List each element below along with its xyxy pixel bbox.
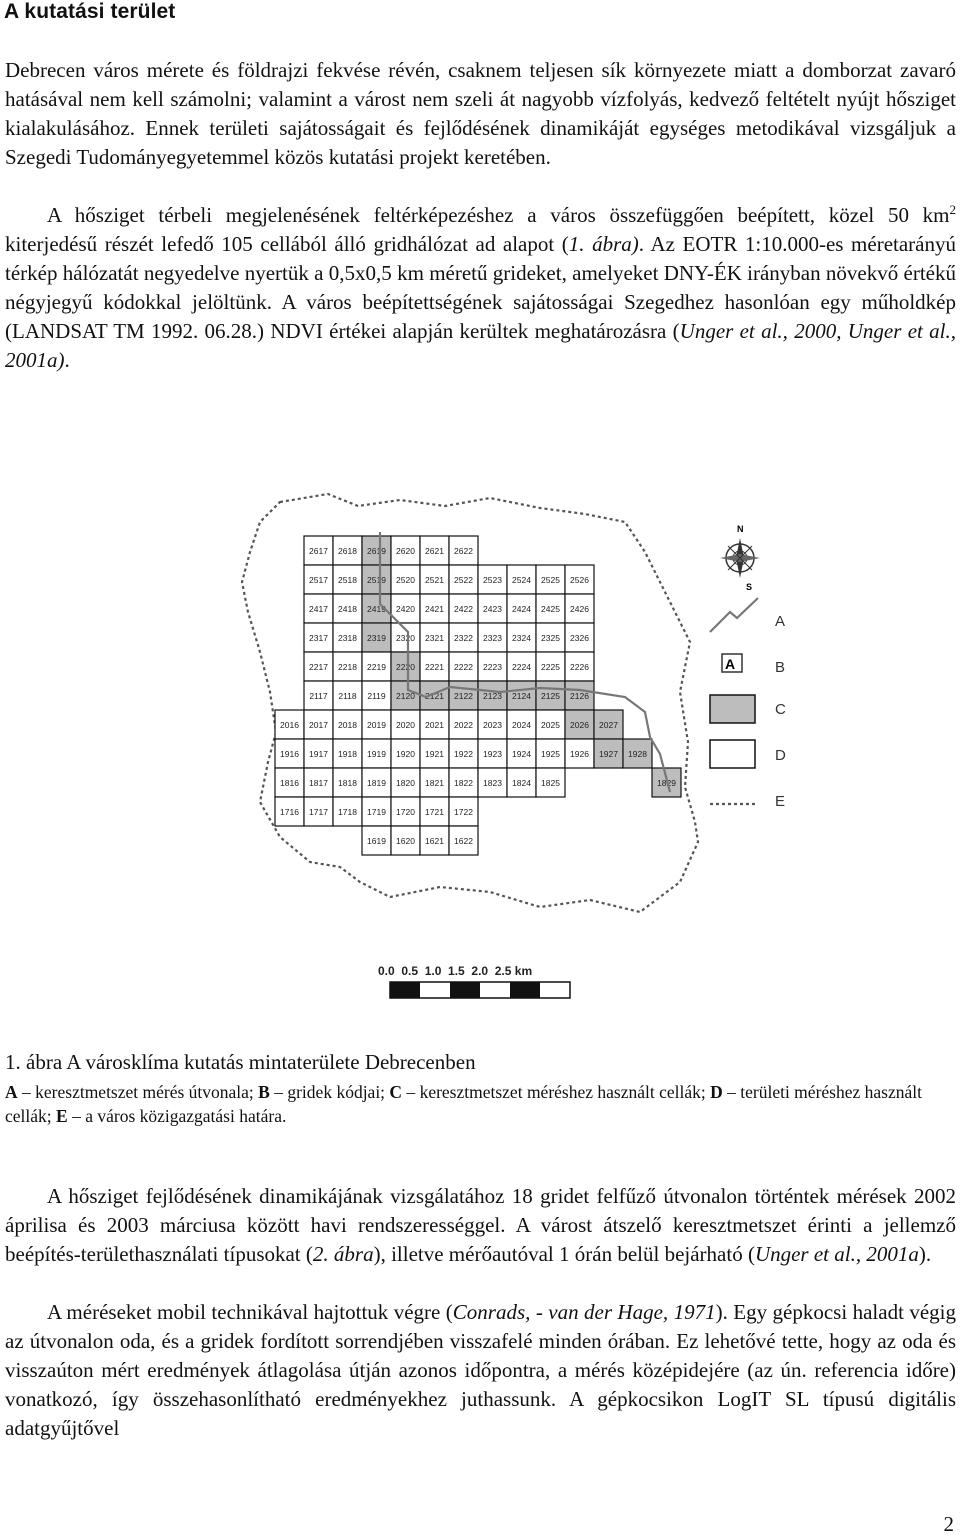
grid-cell-code: 1825 (541, 778, 560, 788)
p4-citation: Conrads, - van der Hage, 1971 (452, 1300, 716, 1324)
grid-cell-code: 1919 (367, 749, 386, 759)
grid-cell-code: 2522 (454, 575, 473, 585)
grid-cell-code: 2117 (309, 691, 328, 701)
p2-figure-ref: 1. ábra) (568, 232, 639, 256)
grid-cell-code: 2619 (367, 546, 386, 556)
grid-cell-code: 2221 (425, 662, 444, 672)
p3-text-a: A hősziget fejlődésének dinamikájának vizsgálatához 18 gridet felfűző útvonalon történtek mérések 2002 áprilisa és 2003 márciusa között havi rendszerességgel. A várost átszelő keresztmetszet érinti a jellemző beépítés-területhasználati típusokat ( (5, 1184, 956, 1266)
grid-cell-code: 1918 (338, 749, 357, 759)
grid-cell-code: 2320 (396, 633, 415, 643)
p2-citation: Unger et al., 2000, Unger et al., 2001a) (5, 319, 957, 372)
grid-cell-code: 2222 (454, 662, 473, 672)
map-legend (710, 598, 786, 810)
grid-cell-code: 2022 (454, 720, 473, 730)
grid-cell-code: 1621 (425, 836, 444, 846)
grid-cell-code: 2016 (280, 720, 299, 730)
grid-cell-code: 1920 (396, 749, 415, 759)
grid-cell-code: 2418 (338, 604, 357, 614)
grid-cell-code: 2518 (338, 575, 357, 585)
grid-cell-code: 1917 (309, 749, 328, 759)
grid-cell-code: 2417 (309, 604, 328, 614)
grid-cell-code: 1923 (483, 749, 502, 759)
legend-label-b: B (775, 659, 786, 676)
grid-cell-code: 1823 (483, 778, 502, 788)
legend-label-e: E (775, 793, 786, 810)
grid-cell-code: 2226 (570, 662, 589, 672)
grid-cell-code: 1927 (599, 749, 618, 759)
grid-cell-code: 2421 (425, 604, 444, 614)
grid-cell-code: 2220 (396, 662, 415, 672)
p3-citation: Unger et al., 2001a (754, 1242, 919, 1266)
p2-text-c: . Az EOTR 1:10.000-es méretarányú térkép hálózatát negyedelve nyertük a 0,5x0,5 km méretű grideket, amelyeket DNY-ÉK irányban növekvő értékű négyjegyű kódokkal jelöltünk. A város beépítettségének sajátosságai Szegedhez hasonlóan egy műholdkép (LANDSAT TM 1992. 06.28.) NDVI értékei alapján kerültek meghatározásra ( (5, 232, 956, 343)
p3-figure-ref: 2. ábra (312, 1242, 374, 1266)
grid-cell-code: 1622 (454, 836, 473, 846)
grid-map-svg (240, 492, 820, 1012)
grid-cell-code: 1717 (309, 807, 328, 817)
grid-cell-code: 2523 (483, 575, 502, 585)
grid-cell-code: 2018 (338, 720, 357, 730)
grid-cell-code: 2424 (512, 604, 531, 614)
section-heading: A kutatási terület (4, 0, 176, 23)
grid-cell-code: 1716 (280, 807, 299, 817)
grid-cell-code: 2519 (367, 575, 386, 585)
legend-c-shaded-cell (710, 695, 755, 723)
grid-cell-code: 2025 (541, 720, 560, 730)
legend-a-route-icon (710, 598, 758, 632)
grid-cell-code: 2423 (483, 604, 502, 614)
grid-cell-code: 2120 (396, 691, 415, 701)
grid-cell-code: 1925 (541, 749, 560, 759)
grid-cell-code: 2027 (599, 720, 618, 730)
p2-superscript: 2 (949, 202, 956, 217)
paragraph-2 (5, 201, 956, 375)
p2-text-a: A hősziget térbeli megjelenésének feltérképezéshez a város összefüggően beépített, közel 50 km (47, 203, 950, 227)
grid-cell-code: 2019 (367, 720, 386, 730)
grid-cell-code: 1817 (309, 778, 328, 788)
grid-cell-code: 2124 (512, 691, 531, 701)
grid-cell-code: 2521 (425, 575, 444, 585)
grid-cell-code: 2121 (425, 691, 444, 701)
grid-cell-code: 2422 (454, 604, 473, 614)
grid-cell-code: 1824 (512, 778, 531, 788)
compass-s-label: S (746, 582, 753, 592)
grid-cell-code: 2317 (309, 633, 328, 643)
legend-b-box-letter: A (725, 656, 736, 672)
grid-cell-code: 2622 (454, 546, 473, 556)
grid-cell-code: 2125 (541, 691, 560, 701)
grid-cell-code: 2322 (454, 633, 473, 643)
p3-text-b: ), illetve mérőautóval 1 órán belül bejárható ( (373, 1242, 755, 1266)
grid-cell-code: 2126 (570, 691, 589, 701)
grid-cell-code: 2321 (425, 633, 444, 643)
paragraph-3 (5, 1182, 956, 1269)
grid-cell-code: 1928 (628, 749, 647, 759)
grid-cell-code: 2517 (309, 575, 328, 585)
grid-cell-code: 1719 (367, 807, 386, 817)
scale-bar (378, 964, 570, 998)
caption-title (5, 1050, 956, 1075)
caption-key-c: C (389, 1082, 403, 1102)
grid-cell-code: 1619 (367, 836, 386, 846)
grid-cell-code: 2119 (367, 691, 386, 701)
grid-cell-code: 1819 (367, 778, 386, 788)
grid-cell-code: 2524 (512, 575, 531, 585)
grid-cell-code: 1921 (425, 749, 444, 759)
grid-cell-code: 1818 (338, 778, 357, 788)
caption-key-e: E (56, 1106, 68, 1126)
grid-cell-code: 2318 (338, 633, 357, 643)
grid-cell-code: 2325 (541, 633, 560, 643)
grid-cell-code: 2224 (512, 662, 531, 672)
page-number: 2 (943, 1512, 954, 1536)
caption-figure-number: 1. ábra (5, 1050, 63, 1074)
grid-cell-code: 2319 (367, 633, 386, 643)
paragraph-4 (5, 1298, 956, 1443)
grid-cell-code: 2225 (541, 662, 560, 672)
p3-text-c: ). (918, 1242, 932, 1266)
grid-cell-code: 2419 (367, 604, 386, 614)
paragraph-1: Debrecen város mérete és földrajzi fekvése révén, csaknem teljesen sík környezete miatt a domborzat zavaró hatásával nem kell számolni; valamint a várost nem szeli át nagyobb vízfolyás, kedvező feltételt nyújt hősziget kialakulásához. Ennek területi sajátosságait és fejlődésének dinamikáját egységes metodikával vizsgáljuk a Szegedi Tudományegyetemmel közös kutatási projekt keretében. (5, 58, 956, 169)
caption-key-b: B (258, 1082, 270, 1102)
grid-cell-code: 2118 (338, 691, 357, 701)
grid-cell-code: 2621 (425, 546, 444, 556)
legend-label-d: D (775, 747, 786, 764)
caption-desc-b: – gridek kódjai; (269, 1082, 390, 1102)
caption-desc-c: – keresztmetszet méréshez használt cellák; (402, 1082, 711, 1102)
grid-cell-code: 2425 (541, 604, 560, 614)
caption-legend-text (5, 1080, 956, 1128)
caption-desc-d: – területi méréshez használt cellák; (5, 1082, 922, 1126)
grid-cell-code: 1924 (512, 749, 531, 759)
grid-cell-code: 1718 (338, 807, 357, 817)
grid-cell-code: 1720 (396, 807, 415, 817)
grid-cell-code: 2620 (396, 546, 415, 556)
grid-cell-code: 2618 (338, 546, 357, 556)
grid-cell-code: 1620 (396, 836, 415, 846)
grid-cell-code: 2122 (454, 691, 473, 701)
figure-caption (5, 1050, 956, 1128)
grid-cell-code: 2525 (541, 575, 560, 585)
grid-cell-code: 1822 (454, 778, 473, 788)
grid-cell-code: 2123 (483, 691, 502, 701)
scale-bar-label: 0.0 0.5 1.0 1.5 2.0 2.5 km (378, 964, 533, 978)
caption-desc-a: – keresztmetszet mérés útvonala; (17, 1082, 259, 1102)
grid-cell-code: 2021 (425, 720, 444, 730)
caption-title-text: A városklíma kutatás mintaterülete Debrecenben (62, 1050, 476, 1074)
grid-cell-code: 2219 (367, 662, 386, 672)
grid-cell-code: 2217 (309, 662, 328, 672)
figure-map (240, 492, 820, 1012)
grid-cell-code: 2526 (570, 575, 589, 585)
grid-cell-code: 1816 (280, 778, 299, 788)
grid-cell-code: 1916 (280, 749, 299, 759)
grid-cell-code: 2017 (309, 720, 328, 730)
p4-text-a: A méréseket mobil technikával hajtottuk végre ( (47, 1300, 453, 1324)
grid-cell-code: 1721 (425, 807, 444, 817)
grid-cell-code: 2023 (483, 720, 502, 730)
p4-text-b: ). Egy gépkocsi haladt végig az útvonalon oda, és a gridek fordított sorrendjében visszafelé minden órában. Ez lehetővé tette, hogy az oda és visszaúton mért eredmények átlagolása útján azonos időpontra, a mérés középidejére (az ún. referencia időre) vonatkozó, így összehasonlítható eredményekhez juthassunk. A gépkocsikon LogIT SL típusú digitális adatgyűjtővel (5, 1300, 956, 1440)
grid-cell-code: 2024 (512, 720, 531, 730)
p2-text-b: kiterjedésű részét lefedő 105 cellából álló gridhálózat ad alapot ( (5, 232, 569, 256)
grid-cell-code: 2223 (483, 662, 502, 672)
legend-d-white-cell (710, 740, 755, 768)
grid-cell-code: 2617 (309, 546, 328, 556)
grid-cell-code: 1922 (454, 749, 473, 759)
grid-cell-code: 2426 (570, 604, 589, 614)
legend-label-c: C (775, 701, 786, 718)
p2-text-d: . (64, 348, 70, 372)
grid-cell-code: 2218 (338, 662, 357, 672)
grid-cell-code: 1926 (570, 749, 589, 759)
legend-label-a: A (775, 613, 786, 630)
grid-cell-code: 1820 (396, 778, 415, 788)
grid-cell-code: 2324 (512, 633, 531, 643)
grid-cell-code: 2323 (483, 633, 502, 643)
grid-cell-code: 1722 (454, 807, 473, 817)
grid-cell-code: 2520 (396, 575, 415, 585)
compass-n-label: N (737, 524, 744, 534)
caption-key-d: D (710, 1082, 723, 1102)
grid-cell-code: 1829 (657, 778, 676, 788)
grid-cell-code: 1821 (425, 778, 444, 788)
grid-cell-code: 2026 (570, 720, 589, 730)
compass-rose-icon (720, 524, 760, 592)
grid-cell-code: 2020 (396, 720, 415, 730)
grid-cell-code: 2420 (396, 604, 415, 614)
grid-cell-code: 2326 (570, 633, 589, 643)
caption-desc-e: – a város közigazgatási határa. (67, 1106, 287, 1126)
caption-key-a: A (5, 1082, 18, 1102)
